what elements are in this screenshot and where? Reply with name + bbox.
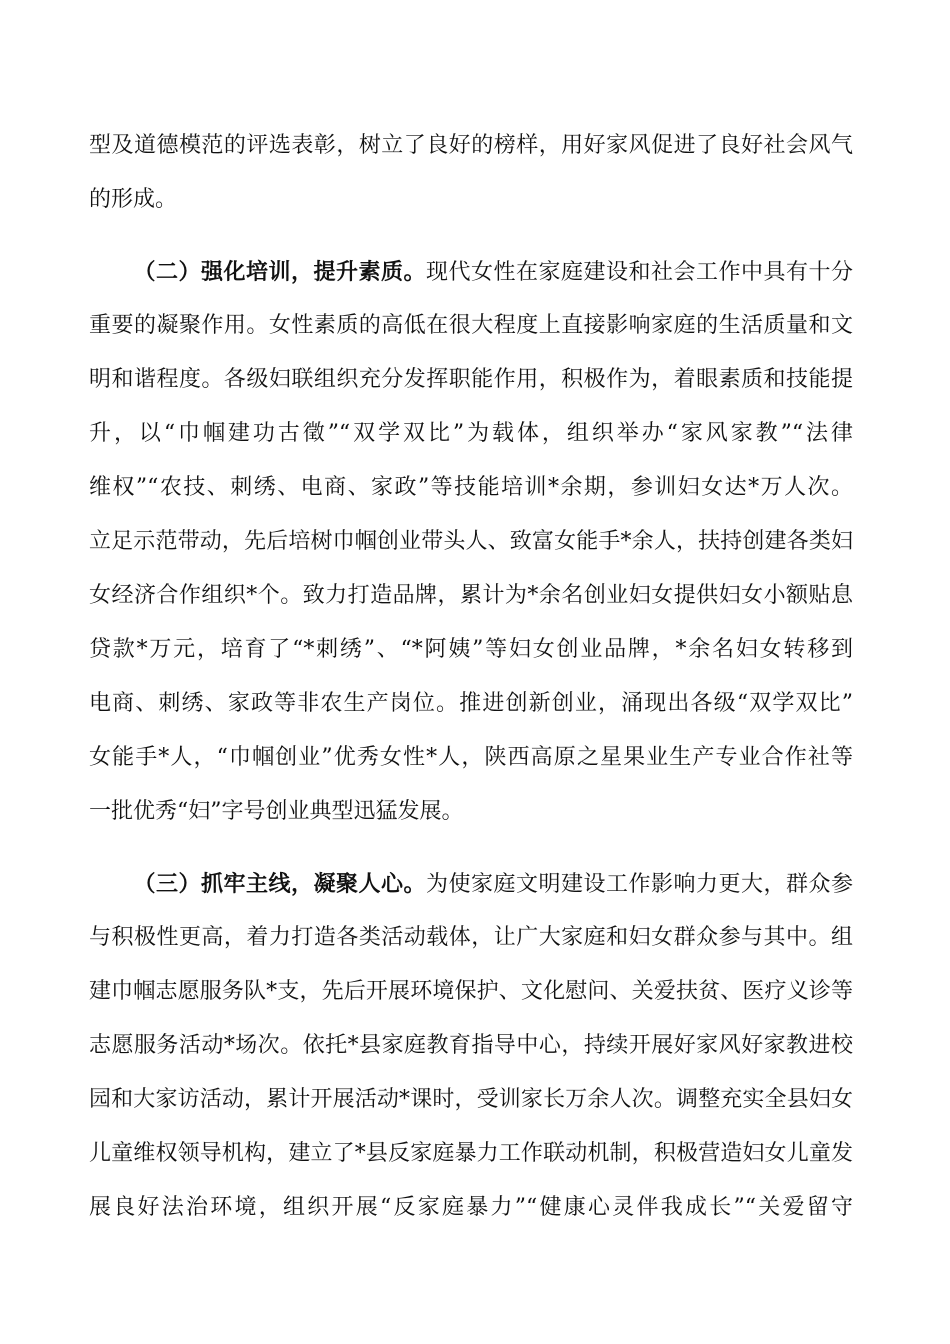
paragraph-line: 型及道德模范的评选表彰，树立了良好的榜样，用好家风促进了良好社会风气 xyxy=(89,133,853,158)
paragraph-line: 一批优秀“妇”字号创业典型迅猛发展。 xyxy=(89,799,464,824)
paragraph-first-line xyxy=(89,245,853,299)
paragraph-line: 重要的凝聚作用。女性素质的高低在很大程度上直接影响家庭的生活质量和文 xyxy=(89,313,853,338)
paragraph-line: 明和谐程度。各级妇联组织充分发挥职能作用，积极作为，着眼素质和技能提 xyxy=(89,367,853,392)
document-body xyxy=(89,119,853,1235)
paragraph-line: 升，以“巾帼建功古徵”“双学双比”为载体，组织举办“家风家教”“法律 xyxy=(89,421,853,446)
paragraph-line: 维权”“农技、刺绣、电商、家政”等技能培训*余期，参训妇女达*万人次。 xyxy=(89,475,853,500)
paragraph-line: 与积极性更高，着力打造各类活动载体，让广大家庭和妇女群众参与其中。组 xyxy=(89,925,853,950)
paragraph-3 xyxy=(89,857,853,1235)
section-heading: （三）抓牢主线，凝聚人心。 xyxy=(133,871,426,897)
paragraph-line: 女经济合作组织*个。致力打造品牌，累计为*余名创业妇女提供妇女小额贴息 xyxy=(89,583,853,608)
paragraph-line: 儿童维权领导机构，建立了*县反家庭暴力工作联动机制，积极营造妇女儿童发 xyxy=(89,1141,853,1166)
paragraph-line: 园和大家访活动，累计开展活动*课时，受训家长万余人次。调整充实全县妇女 xyxy=(89,1087,853,1112)
paragraph-line-text: 现代女性在家庭建设和社会工作中具有十分 xyxy=(426,260,853,285)
paragraph-line-text: 为使家庭文明建设工作影响力更大，群众参 xyxy=(426,872,853,897)
paragraph-line: 电商、刺绣、家政等非农生产岗位。推进创新创业，涌现出各级“双学双比” xyxy=(89,691,853,716)
paragraph-line: 立足示范带动，先后培树巾帼创业带头人、致富女能手*余人，扶持创建各类妇 xyxy=(89,529,853,554)
paragraph-1 xyxy=(89,119,853,227)
paragraph-line: 展良好法治环境，组织开展“反家庭暴力”“健康心灵伴我成长”“关爱留守 xyxy=(89,1195,853,1220)
paragraph-line: 女能手*人，“巾帼创业”优秀女性*人，陕西高原之星果业生产专业合作社等 xyxy=(89,745,853,770)
paragraph-line: 的形成。 xyxy=(89,187,178,212)
paragraph-line: 贷款*万元，培育了“*刺绣”、“*阿姨”等妇女创业品牌，*余名妇女转移到 xyxy=(89,637,853,662)
paragraph-2 xyxy=(89,245,853,839)
section-heading: （二）强化培训，提升素质。 xyxy=(133,259,426,285)
paragraph-line: 志愿服务活动*场次。依托*县家庭教育指导中心，持续开展好家风好家教进校 xyxy=(89,1033,853,1058)
paragraph-first-line xyxy=(89,857,853,911)
paragraph-line: 建巾帼志愿服务队*支，先后开展环境保护、文化慰问、关爱扶贫、医疗义诊等 xyxy=(89,979,853,1004)
